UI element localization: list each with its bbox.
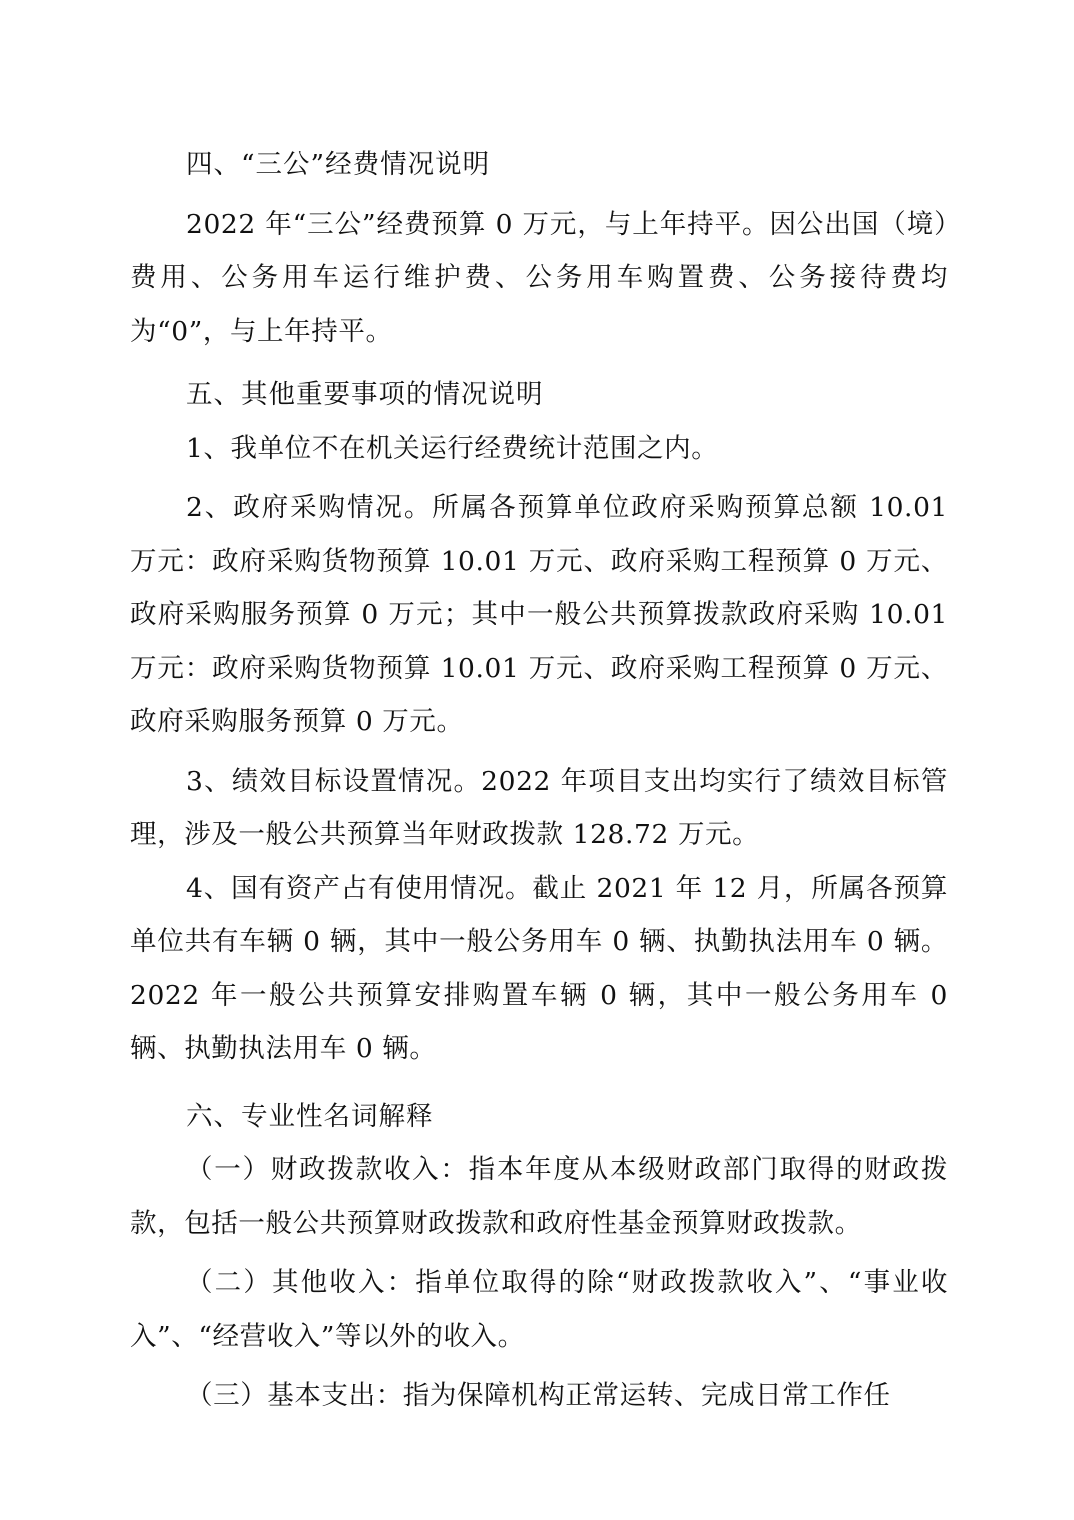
paragraph-item-1-operating-funds: 1、我单位不在机关运行经费统计范围之内。 xyxy=(186,432,719,464)
paragraph-term-1-fiscal-appropriation-income: （一）财政拨款收入：指本年度从本级财政部门取得的财政拨款，包括一般公共预算财政拨款和政府性基金预算财政拨款。 xyxy=(130,1154,948,1239)
document-page xyxy=(130,138,948,1423)
paragraph-term-2-other-income: （二）其他收入：指单位取得的除“财政拨款收入”、“事业收入”、“经营收入”等以外的收入。 xyxy=(130,1267,948,1352)
paragraph-item-2-government-procurement: 2、政府采购情况。所属各预算单位政府采购预算总额 10.01 万元：政府采购货物预算 10.01 万元、政府采购工程预算 0 万元、政府采购服务预算 0 万元；其中一般公共预算拨款政府采购 10.01 万元：政府采购货物预算 10.01 万元、政府采购工程预算 0 万元、政府采购服务预算 0 万元。 xyxy=(130,492,948,737)
section-heading-three-public-funds: 四、“三公”经费情况说明 xyxy=(186,149,491,180)
section-heading-terminology: 六、专业性名词解释 xyxy=(186,1100,434,1132)
paragraph-three-public-funds: 2022 年“三公”经费预算 0 万元，与上年持平。因公出国（境）费用、公务用车运行维护费、公务用车购置费、公务接待费均为“0”，与上年持平。 xyxy=(130,208,948,347)
section-heading-other-matters: 五、其他重要事项的情况说明 xyxy=(186,379,544,410)
paragraph-term-3-basic-expenditure: （三）基本支出：指为保障机构正常运转、完成日常工作任 xyxy=(186,1380,891,1411)
paragraph-item-4-state-assets: 4、国有资产占有使用情况。截止 2021 年 12 月，所属各预算单位共有车辆 0 辆，其中一般公务用车 0 辆、执勤执法用车 0 辆。2022 年一般公共预算安排购置车辆 0 辆，其中一般公务用车 0 辆、执勤执法用车 0 辆。 xyxy=(130,872,948,1064)
paragraph-item-3-performance-targets: 3、绩效目标设置情况。2022 年项目支出均实行了绩效目标管理，涉及一般公共预算当年财政拨款 128.72 万元。 xyxy=(130,765,948,850)
